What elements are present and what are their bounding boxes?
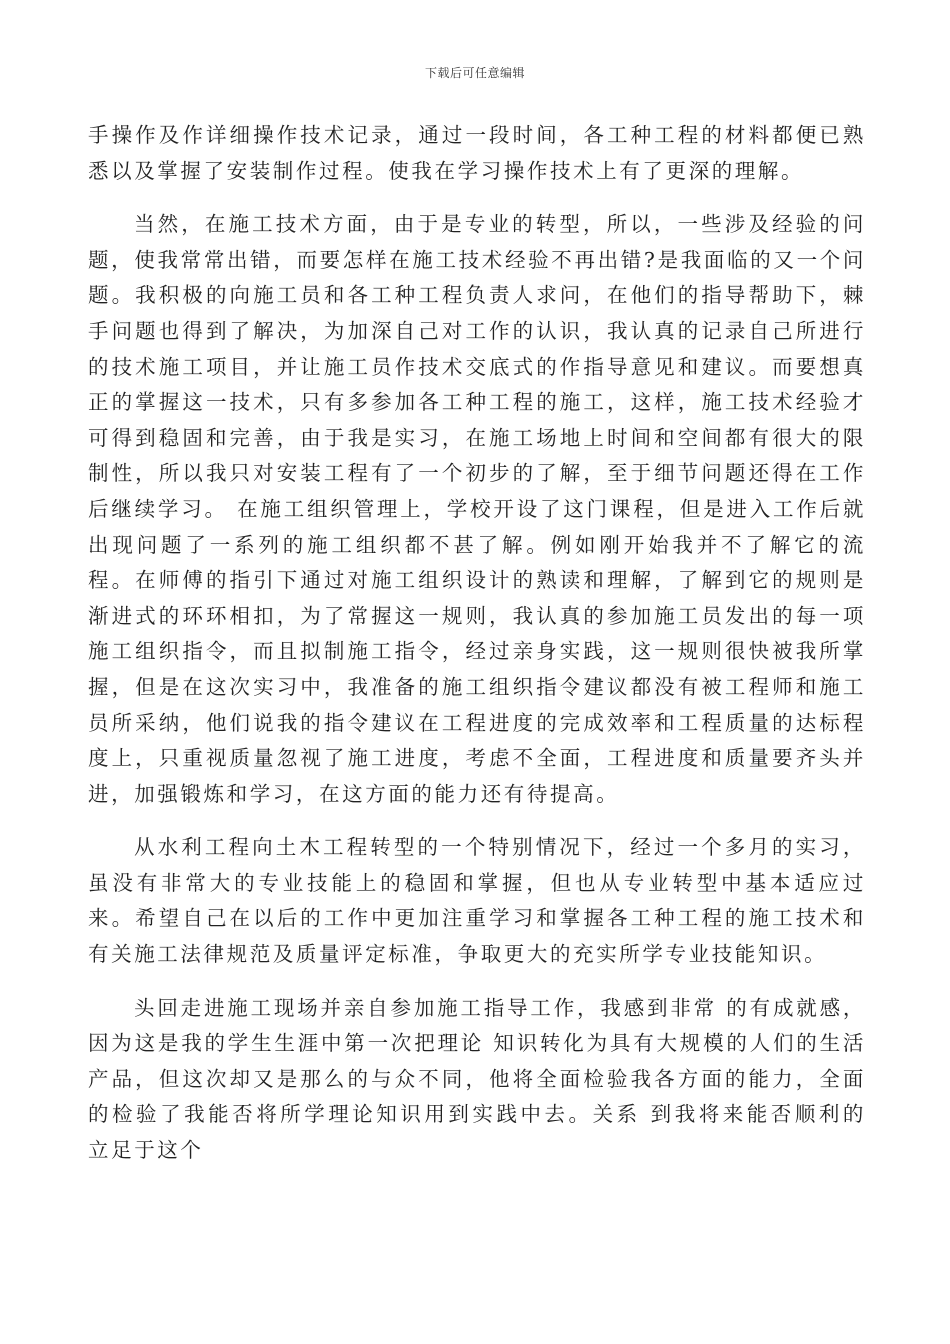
paragraph-3: 从水利工程向土木工程转型的一个特别情况下，经过一个多月的实习，虽没有非常大的专业技能上的稳固和掌握，但也从专业转型中基本适应过来。希望自己在以后的工作中更加注重学习和掌握各工种工程的施工技术和有关施工法律规范及质量评定标准，争取更大的充实所学专业技能知识。 (88, 835, 866, 967)
paragraph-4: 头回走进施工现场并亲自参加施工指导工作，我感到非常 的有成就感，因为这是我的学生生涯中第一次把理论 知识转化为具有大规模的人们的生活产品，但这次却又是那么的与众不同，他将全面检验我各方面的能力，全面的检验了我能否将所学理论知识用到实践中去。关系 到我将来能否顺利的 立足于这个 (88, 995, 866, 1163)
document-body (88, 118, 866, 1169)
paragraph-2: 当然，在施工技术方面，由于是专业的转型，所以，一些涉及经验的问题，使我常常出错，而要怎样在施工技术经验不再出错?是我面临的又一个问题。我积极的向施工员和各工种工程负责人求问，在他们的指导帮助下，棘手问题也得到了解决，为加深自己对工作的认识，我认真的记录自己所进行的技术施工项目，并让施工员作技术交底式的作指导意见和建议。而要想真正的掌握这一技术，只有多参加各工种工程的施工，这样，施工技术经验才可得到稳固和完善，由于我是实习，在施工场地上时间和空间都有很大的限制性，所以我只对安装工程有了一个初步的了解，至于细节问题还得在工作后继续学习。 在施工组织管理上，学校开设了这门课程，但是进入工作后就出现问题了一系列的施工组织都不甚了解。例如刚开始我并不了解它的流程。在师傅的指引下通过对施工组织设计的熟读和理解，了解到它的规则是渐进式的环环相扣，为了常握这一规则，我认真的参加施工员发出的每一项施工组织指令，而且拟制施工指令，经过亲身实践，这一规则很快被我所掌握，但是在这次实习中，我准备的施工组织指令建议都没有被工程师和施工员所采纳，他们说我的指令建议在工程进度的完成效率和工程质量的达标程度上，只重视质量忽视了施工进度，考虑不全面，工程进度和质量要齐头并进，加强锻炼和学习，在这方面的能力还有待提高。 (88, 212, 866, 806)
paragraph-1: 手操作及作详细操作技术记录，通过一段时间，各工种工程的材料都便已熟悉以及掌握了安装制作过程。使我在学习操作技术上有了更深的理解。 (88, 123, 866, 183)
page-header: 下载后可任意编辑 (424, 66, 525, 80)
